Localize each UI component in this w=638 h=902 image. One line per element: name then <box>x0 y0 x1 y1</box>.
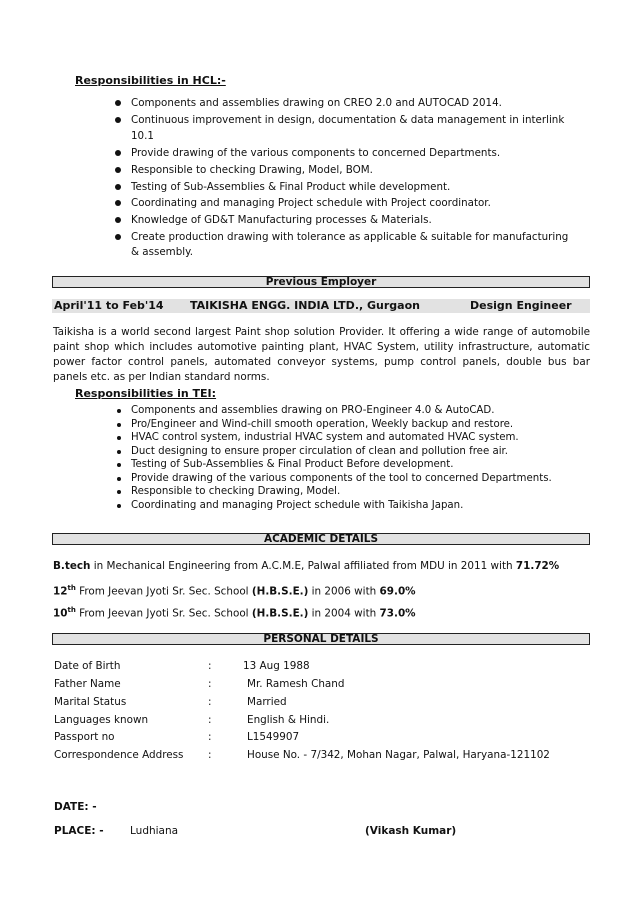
place-value: Ludhiana <box>130 825 179 837</box>
personal-separator: : <box>208 678 212 690</box>
personal-separator: : <box>208 731 212 743</box>
place-label: PLACE: - <box>54 825 104 837</box>
list-item: Continuous improvement in design, documentation & data management in interlink 10.1 <box>115 112 575 145</box>
list-item: Responsible to checking Drawing, Model, BOM. <box>115 162 575 179</box>
personal-value: L1549907 <box>247 731 300 743</box>
twelfth-board: (H.B.S.E.) <box>251 585 309 598</box>
twelfth-score: 69.0% <box>379 585 416 598</box>
personal-label: Passport no <box>54 731 115 743</box>
list-item: Coordinating and managing Project schedule with Taikisha Japan. <box>115 499 575 513</box>
personal-row <box>54 696 594 710</box>
list-item: Duct designing to ensure proper circulation of clean and pollution free air. <box>115 445 575 459</box>
personal-value: House No. - 7/342, Mohan Nagar, Palwal, Haryana-121102 <box>247 749 550 761</box>
list-item: Knowledge of GD&T Manufacturing processes & Materials. <box>115 212 575 229</box>
list-item: Provide drawing of the various components to concerned Departments. <box>115 145 575 162</box>
hcl-responsibilities-heading: Responsibilities in HCL:- <box>75 74 226 87</box>
personal-separator: : <box>208 714 212 726</box>
personal-separator: : <box>208 749 212 761</box>
twelfth-sup: th <box>67 584 76 592</box>
personal-value: 13 Aug 1988 <box>243 660 310 672</box>
employer-role: Design Engineer <box>470 299 572 312</box>
academic-details-bar: ACADEMIC DETAILS <box>52 533 590 545</box>
tenth-num: 10 <box>53 607 68 620</box>
personal-separator: : <box>208 660 212 672</box>
employment-period: April'11 to Feb'14 <box>54 299 164 312</box>
list-item: Create production drawing with tolerance as applicable & suitable for manufacturing & assembly. <box>115 229 575 260</box>
personal-row <box>54 660 594 674</box>
personal-label: Date of Birth <box>54 660 121 672</box>
list-item: HVAC control system, industrial HVAC system and automated HVAC system. <box>115 431 575 445</box>
personal-row <box>54 678 594 692</box>
tenth-board: (H.B.S.E.) <box>251 607 309 620</box>
btech-score: 71.72% <box>515 560 560 572</box>
personal-label: Languages known <box>54 714 149 726</box>
employer-row <box>52 299 590 313</box>
academic-10th <box>53 606 416 619</box>
company-description: Taikisha is a world second largest Paint shop solution Provider. It offering a wide range of automobile paint shop which includes automotive painting plant, HVAC System, utility infrastructure, automatic power factor control panels, automated conveyor systems, pump control panels, double bus bar panels etc. as per Indian standard norms. <box>53 326 590 383</box>
list-item: Coordinating and managing Project schedule with Project coordinator. <box>115 195 575 212</box>
personal-label: Father Name <box>54 678 121 690</box>
personal-details-bar: PERSONAL DETAILS <box>52 633 590 645</box>
signature-name: (Vikash Kumar) <box>365 825 457 837</box>
hcl-responsibilities-list <box>115 95 575 260</box>
personal-value: English & Hindi. <box>247 714 330 726</box>
academic-btech <box>53 560 559 572</box>
previous-employer-bar: Previous Employer <box>52 276 590 288</box>
list-item: Responsible to checking Drawing, Model. <box>115 485 575 499</box>
personal-label: Marital Status <box>54 696 127 708</box>
btech-text: in Mechanical Engineering from A.C.M.E, Palwal affiliated from MDU in 2011 with <box>90 560 516 572</box>
tenth-year: in 2004 with <box>308 607 380 620</box>
personal-row <box>54 731 594 745</box>
tenth-sup: th <box>67 606 76 614</box>
list-item: Testing of Sub-Assemblies & Final Product Before development. <box>115 458 575 472</box>
twelfth-text: From Jeevan Jyoti Sr. Sec. School <box>75 585 252 598</box>
personal-value: Mr. Ramesh Chand <box>247 678 345 690</box>
btech-degree: B.tech <box>53 560 91 572</box>
personal-row <box>54 714 594 728</box>
list-item: Provide drawing of the various components of the tool to concerned Departments. <box>115 472 575 486</box>
personal-separator: : <box>208 696 212 708</box>
personal-row <box>54 749 594 763</box>
list-item: Testing of Sub-Assemblies & Final Product while development. <box>115 179 575 196</box>
list-item: Components and assemblies drawing on CREO 2.0 and AUTOCAD 2014. <box>115 95 575 112</box>
list-item: Components and assemblies drawing on PRO-Engineer 4.0 & AutoCAD. <box>115 404 575 418</box>
twelfth-year: in 2006 with <box>308 585 380 598</box>
academic-12th <box>53 584 416 597</box>
date-label: DATE: - <box>54 801 97 813</box>
personal-value: Married <box>247 696 287 708</box>
tei-responsibilities-list <box>115 404 575 512</box>
tenth-score: 73.0% <box>379 607 416 620</box>
personal-label: Correspondence Address <box>54 749 184 761</box>
list-item: Pro/Engineer and Wind-chill smooth operation, Weekly backup and restore. <box>115 418 575 432</box>
twelfth-num: 12 <box>53 585 68 598</box>
tei-responsibilities-heading: Responsibilities in TEI: <box>75 387 217 400</box>
employer-company: TAIKISHA ENGG. INDIA LTD., Gurgaon <box>190 299 420 312</box>
tenth-text: From Jeevan Jyoti Sr. Sec. School <box>75 607 252 620</box>
